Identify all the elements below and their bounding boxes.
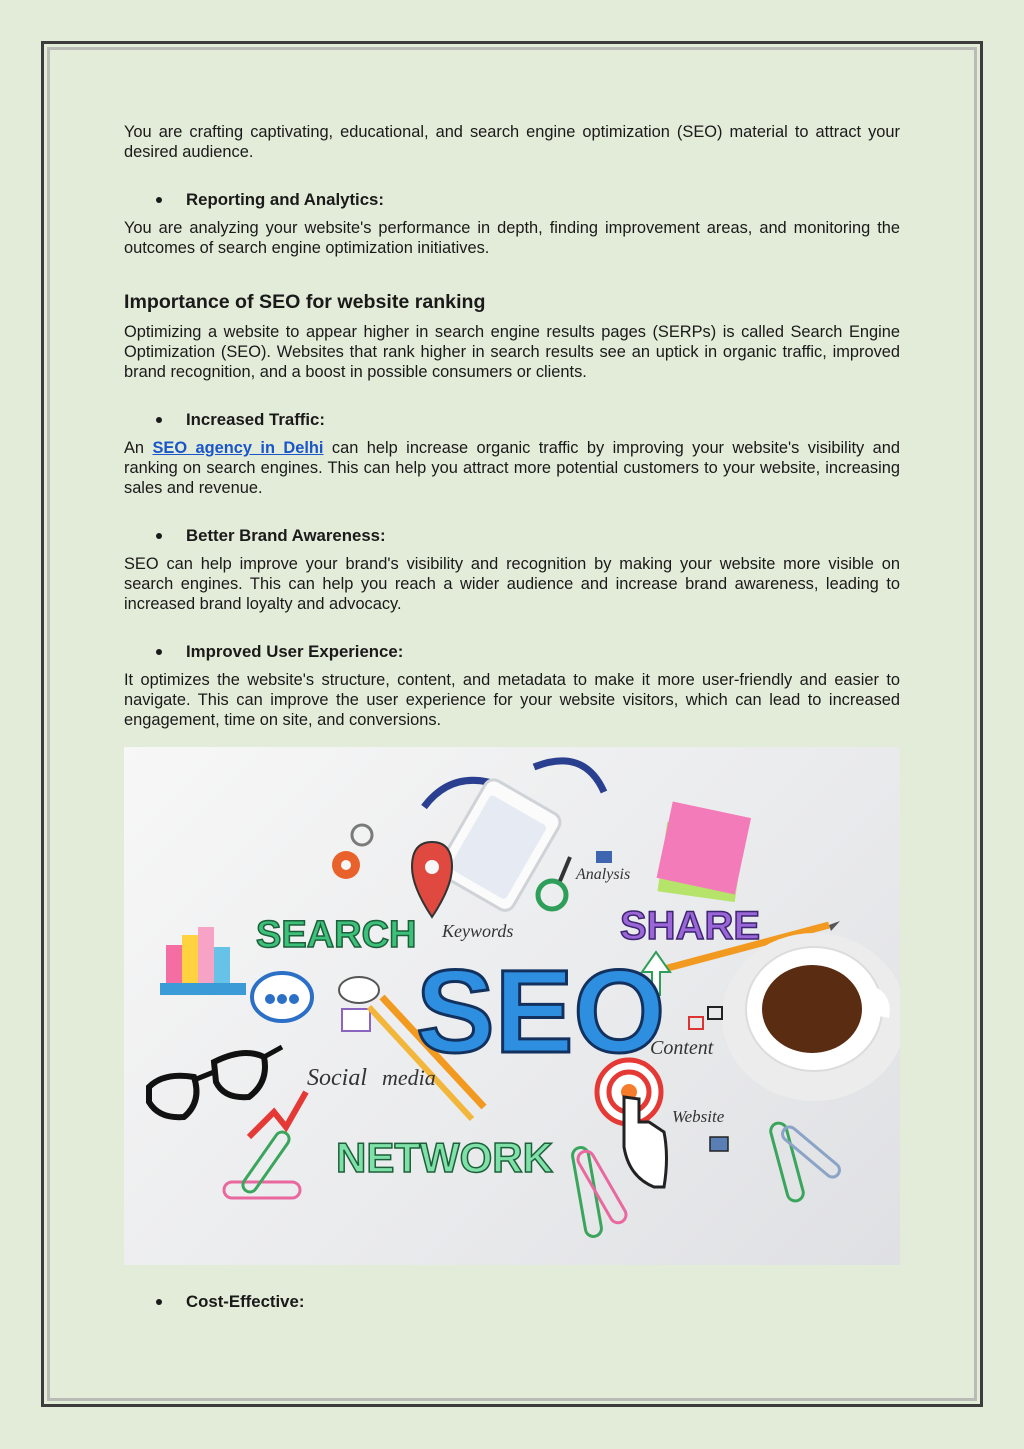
bullet-dot-icon [156, 649, 162, 655]
eyeglasses-icon [149, 1047, 282, 1117]
traffic-prefix: An [124, 439, 145, 457]
bullet-brand-label: Better Brand Awareness: [186, 526, 386, 545]
word-search: SEARCH [256, 914, 417, 956]
word-keywords: Keywords [442, 921, 514, 941]
chat-bubble-small-icon [339, 977, 379, 1003]
word-content: Content [650, 1037, 714, 1059]
computer-icon [710, 1137, 728, 1151]
bullet-traffic [124, 410, 900, 430]
map-pin-icon [412, 842, 452, 917]
bullet-brand [124, 526, 900, 546]
seo-agency-link[interactable]: SEO agency in Delhi [152, 439, 324, 457]
coffee-cup-icon [722, 933, 900, 1101]
gear-outline-icon [352, 825, 372, 845]
bullet-dot-icon [156, 533, 162, 539]
media-icon [689, 1017, 703, 1029]
word-seo: SEO [416, 946, 666, 1078]
word-network: NETWORK [336, 1134, 553, 1181]
paper-clip-pink [224, 1182, 300, 1198]
sticky-note-pink [657, 802, 751, 895]
traffic-paragraph [124, 438, 900, 498]
analysis-chart-icon [596, 851, 612, 863]
certificate-icon [342, 1009, 370, 1031]
importance-paragraph: Optimizing a website to appear higher in search engine results pages (SERPs) is called Search Engine Optimization (SEO). Websites that rank higher in search results see an uptick in organic traffic, improved brand recognition, and a boost in possible consumers or clients. [124, 323, 900, 381]
brand-paragraph: SEO can help improve your brand's visibility and recognition by making your website more visible on search engines. This can help you reach a wider audience and increase brand awareness, leading to increased brand loyalty and advocacy. [124, 555, 900, 613]
seo-illustration-svg [124, 747, 900, 1265]
bullet-ux-label: Improved User Experience: [186, 642, 404, 661]
bullet-dot-icon [156, 417, 162, 423]
document-body [124, 122, 900, 730]
word-analysis: Analysis [576, 866, 631, 883]
bullet-ux [124, 642, 900, 662]
reporting-paragraph: You are analyzing your website's performance in depth, finding improvement areas, and monitoring the outcomes of search engine optimization initiatives. [124, 219, 900, 257]
intro-paragraph: You are crafting captivating, educational, and search engine optimization (SEO) material to attract your desired audience. [124, 123, 900, 161]
word-social: Social [307, 1065, 367, 1091]
word-media: media [382, 1065, 436, 1090]
bullet-traffic-label: Increased Traffic: [186, 410, 325, 429]
play-icon [708, 1007, 722, 1019]
trend-arrow-icon [249, 1092, 306, 1137]
bullet-dot-icon [156, 197, 162, 203]
word-share: SHARE [620, 904, 761, 948]
bar-chart-icon [160, 927, 246, 995]
paper-clip-green [240, 1129, 292, 1194]
badge-holder-icon [435, 776, 564, 914]
traffic-rest: can help increase organic traffic by improving your website's visibility and ranking on search engines. This can help you attract more potential customers to your website, increasing sales and revenue. [124, 439, 900, 497]
magnifier-icon [538, 881, 566, 909]
bullet-reporting-label: Reporting and Analytics: [186, 190, 384, 209]
bullet-cost-label: Cost-Effective: [186, 1292, 305, 1311]
paper-clip-blue [780, 1124, 843, 1180]
seo-illustration-image [124, 747, 900, 1265]
bullet-cost [124, 1292, 900, 1312]
section-heading: Importance of SEO for website ranking [124, 291, 486, 313]
ux-paragraph: It optimizes the website's structure, content, and metadata to make it more user-friendly and easier to navigate. This can improve the user experience for your website visitors, which can lead to increased engagement, time on site, and conversions. [124, 671, 900, 729]
paper-clip-green-2 [571, 1146, 602, 1237]
lanyard-strap-2 [534, 761, 604, 792]
word-website: Website [672, 1107, 725, 1126]
bullet-reporting [124, 190, 900, 210]
bullet-dot-icon [156, 1299, 162, 1305]
document-body-bottom [124, 1292, 900, 1312]
